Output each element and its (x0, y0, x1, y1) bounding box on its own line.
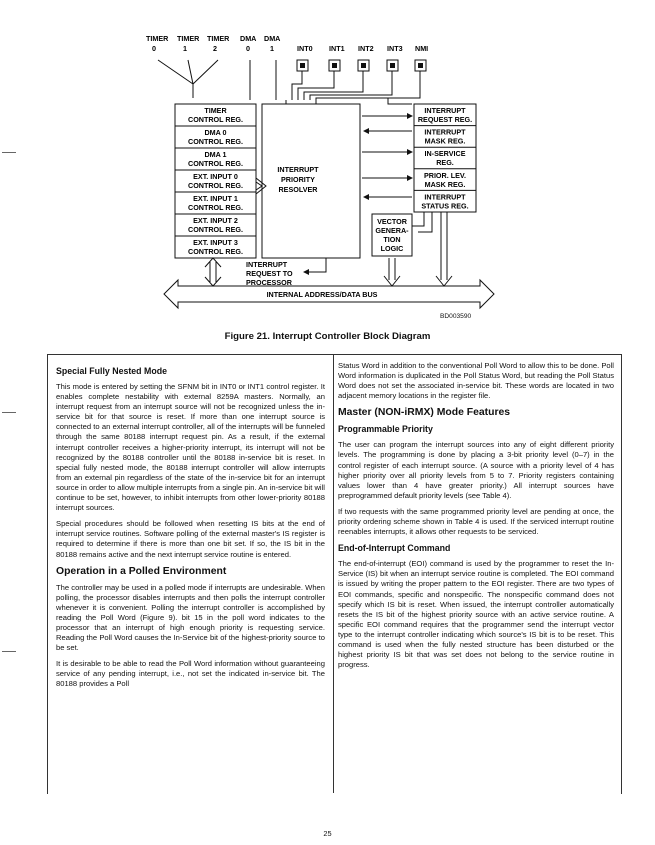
right-blocks-label: INTERRUPT (424, 192, 466, 202)
binding-mark (2, 651, 16, 652)
section-heading: Master (NON-iRMX) Mode Features (338, 407, 511, 419)
bus-label: INTERNAL ADDRESS/DATA BUS (266, 290, 378, 299)
left-blocks-label: EXT. INPUT 0 (193, 172, 238, 181)
resolver-label: RESOLVER (278, 185, 318, 194)
right-blocks-label: REG. (436, 158, 454, 168)
input-timer1: TIMER 1 (177, 34, 200, 53)
left-blocks-label: EXT. INPUT 1 (193, 194, 238, 203)
resolver-label: PRIORITY (281, 175, 315, 184)
right-register-stack (414, 104, 476, 212)
left-blocks-label: CONTROL REG. (188, 137, 243, 146)
left-blocks-label: EXT. INPUT 3 (193, 238, 238, 247)
resolver-label: INTERRUPT (277, 165, 319, 174)
right-blocks-label: PRIOR. LEV. (423, 170, 467, 180)
pin-symbols (297, 60, 426, 71)
left-blocks-label: CONTROL REG. (188, 181, 243, 190)
paragraph: This mode is entered by setting the SFNM bit in INT0 or INT1 control register. It enables complete nestability with external 8259A masters. Normally, an interrupt request from an interrupt source will not be recognized unless the in-service bit for that source is reset. If more than one interrupt source is connected to an external interrupt controller, all of the interrupts will be funneled through the same 80188 interrupt request pin. As a result, if the external interrupt controller receives a higher-priority interrupt, its interrupt will not be recognized by the 80188 controller until the 80188 in-service bit is reset. In special fully nested mode, the 80188 interrupt controller will allow interrupts from an external pin regardless of the state of the in-service bit for an interrupt source in order to allow multiple interrupts from a single pin. An in-service bit will continue to be set, however, to inhibit interrupts from other lower-priority 80188 interrupt sources. (56, 382, 325, 513)
section-heading: Special Fully Nested Mode (56, 366, 167, 376)
right-column (338, 361, 614, 676)
input-timer0: TIMER 0 (146, 34, 169, 53)
left-blocks-label: TIMER (204, 106, 227, 115)
left-blocks-label: CONTROL REG. (188, 203, 243, 212)
right-blocks-label: MASK REG. (424, 179, 466, 189)
left-blocks-label: CONTROL REG. (188, 247, 243, 256)
diagram-code: BD003590 (440, 313, 472, 320)
subsection-heading: Programmable Priority (338, 424, 433, 435)
paragraph: The controller may be used in a polled mode if interrupts are undesirable. When polling, the processor disables interrupts and then polls the interrupt controller whenever it is convenient. Polling the interrupt controller is accomplished by reading the Poll Word (Figure 9). bit 15 in the poll word indicates to the processor that an interrupt of high enough priority is requesting service. Reading the Poll Word causes the In-Service bit of the highest-priority source to be set. (56, 582, 325, 653)
paragraph: The user can program the interrupt sources into any of eight different priority levels. The programming is done by placing a 3-bit priority level (0–7) in the control register of each interrupt source. (A source with a priority level of 4 has higher priority over all priority levels from 5 to 7. Priority registers containing values lower than 4 have greater priority.) All interrupt sources have preprogrammed default priority levels (see Table 4). (338, 440, 614, 500)
right-blocks-label: INTERRUPT (424, 127, 466, 137)
request-label: REQUEST TO (246, 269, 293, 278)
interrupt-controller-block-diagram (0, 0, 655, 330)
paragraph: The end-of-interrupt (EOI) command is used by the programmer to reset the In-Service (IS) bit when an interrupt service routine is completed. The EOI command is issued by writing the proper pattern to the EOI register. There are two types of EOI commands, specific and nonspecific. The nonspecific command does not specify which IS bit is reset. When issued, the interrupt controller automatically resets the IS bit of the highest priority source with an active service routine. A specific EOI command requires that the programmer send the interrupt vector type to the interrupt controller indicating which source's IS bit is to be reset. This command is used when the fully nested structure has been disturbed or the highest priority IS bit that was set does not belong to the service routine in progress. (338, 559, 614, 670)
left-blocks-label: CONTROL REG. (188, 225, 243, 234)
input-dma0: DMA 0 (240, 34, 257, 53)
paragraph: Status Word in addition to the conventional Poll Word to allow this to be done. Poll Word information is duplicated in the Poll Status Word, but reading the Poll Status Word does not set the associated in-service bit. These words are located in two adjacent memory locations in the register file. (338, 361, 614, 401)
right-blocks-label: REQUEST REG. (417, 115, 473, 124)
paragraph: Special procedures should be followed when resetting IS bits at the end of interrupt service routines. Software polling of the external master's IS register is required to determine if there is more than one bit set. If so, the IS bit in the 80188 remains active and the next interrupt service routine is entered. (56, 519, 325, 559)
paragraph: It is desirable to be able to read the Poll Word information without guaranteeing service of any pending interrupt, i.e., not set the indicated in-service bit. The 80188 provides a Poll (56, 659, 325, 689)
left-blocks-label: CONTROL REG. (188, 159, 243, 168)
input-int0: INT0 (297, 44, 313, 53)
page-number: 25 (323, 829, 332, 838)
left-blocks-label: EXT. INPUT 2 (193, 216, 238, 225)
input-timer2: TIMER 2 (207, 34, 230, 53)
left-register-stack (175, 104, 256, 258)
input-nmi: NMI (415, 44, 429, 53)
input-int2: INT2 (358, 44, 374, 53)
section-heading: Operation in a Polled Environment (56, 565, 227, 577)
vector-label: TION (383, 235, 401, 244)
left-blocks-label: CONTROL REG. (188, 115, 243, 124)
right-blocks-label: IN-SERVICE (424, 149, 466, 159)
left-column (56, 366, 325, 696)
request-label: INTERRUPT (246, 260, 288, 269)
left-blocks-label: DMA 1 (204, 150, 227, 159)
request-label: PROCESSOR (246, 278, 292, 287)
input-dma1: DMA 1 (264, 34, 281, 53)
vector-label: LOGIC (380, 244, 404, 253)
input-int3: INT3 (387, 44, 403, 53)
figure-caption: Figure 21. Interrupt Controller Block Diagram (224, 331, 431, 342)
left-blocks-label: DMA 0 (204, 128, 227, 137)
vector-label: VECTOR (377, 217, 407, 226)
subsection-heading: End-of-Interrupt Command (338, 543, 451, 554)
paragraph: If two requests with the same programmed priority level are pending at once, the priority ordering scheme shown in Table 4 is used. If the serviced interrupt routine reenables interrupts, it allows other requests to be serviced. (338, 506, 614, 537)
right-blocks-label: STATUS REG. (421, 201, 469, 211)
vector-label: GENERA- (375, 226, 409, 235)
binding-mark (2, 412, 16, 413)
column-divider (333, 354, 334, 793)
right-blocks-label: MASK REG. (424, 136, 466, 146)
input-int1: INT1 (329, 44, 345, 53)
right-blocks-label: INTERRUPT (424, 106, 466, 115)
